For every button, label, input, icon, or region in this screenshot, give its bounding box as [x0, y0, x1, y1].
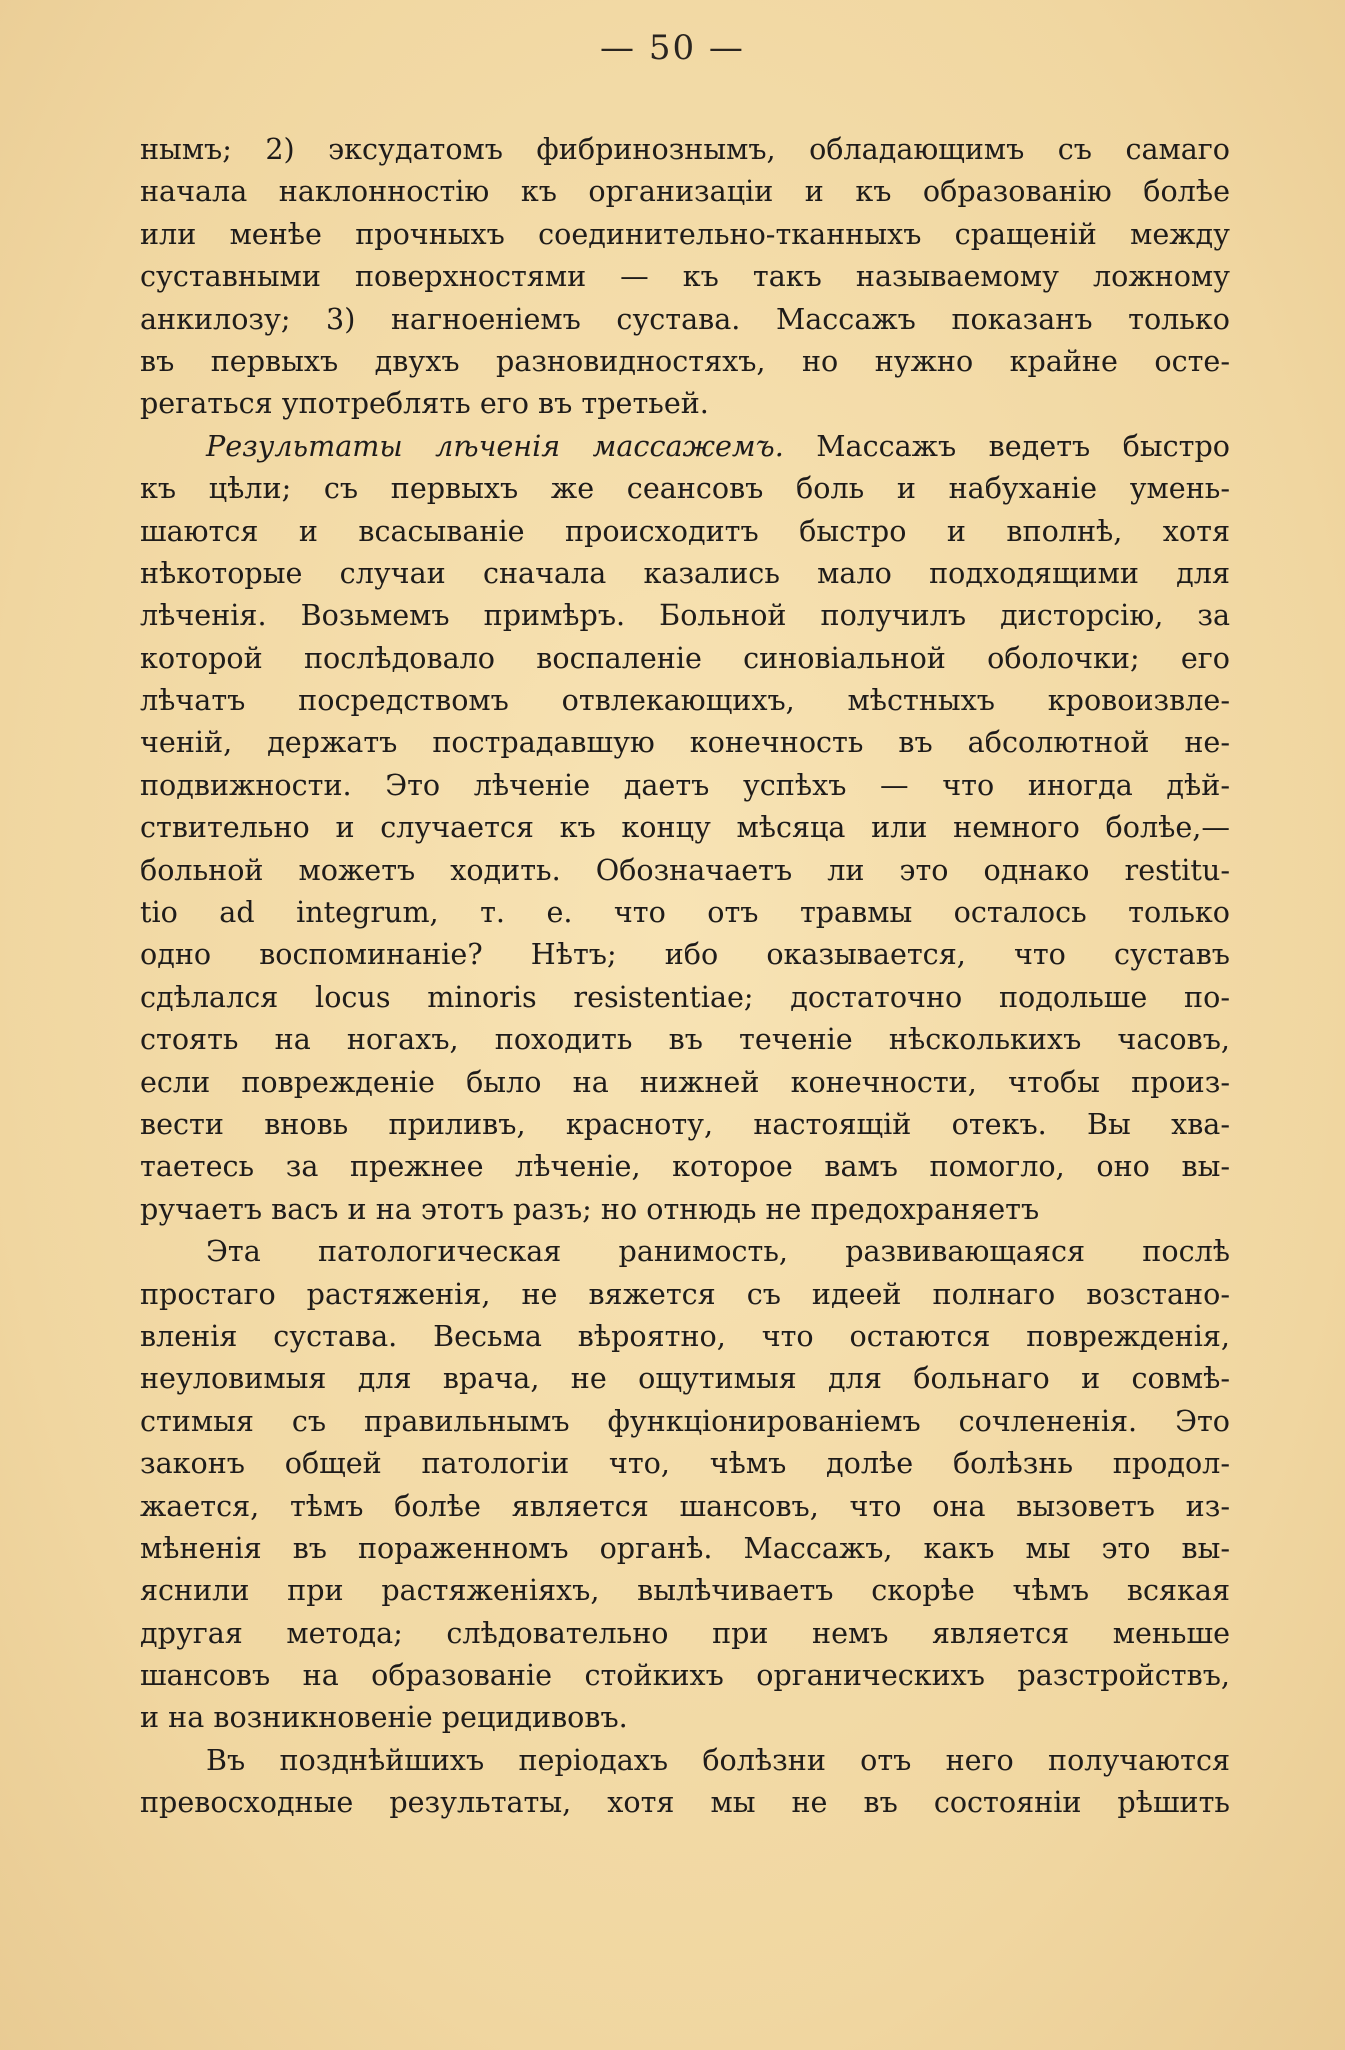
- text-line: яснили при растяженіяхъ, вылѣчиваетъ скорѣе чѣмъ всякая: [140, 1573, 1230, 1608]
- text-line: подвижности. Это лѣченіе даетъ успѣхъ — что иногда дѣй-: [140, 767, 1230, 802]
- text-line: больной можетъ ходить. Обозначаетъ ли это однако restitu-: [140, 852, 1230, 887]
- text-line: къ цѣли; съ первыхъ же сеансовъ боль и набуханіе умень-: [140, 471, 1230, 506]
- text-line: въ первыхъ двухъ разновидностяхъ, но нужно крайне осте-: [140, 343, 1230, 378]
- text-line: анкилозу; 3) нагноеніемъ сустава. Массажъ показанъ только: [140, 301, 1230, 336]
- text-line: мѣненія въ пораженномъ органѣ. Массажъ, какъ мы это вы-: [140, 1530, 1230, 1565]
- text-line: другая метода; слѣдовательно при немъ является меньше: [140, 1615, 1230, 1650]
- paragraph: [140, 425, 1230, 1230]
- text-line: одно воспоминаніе? Нѣтъ; ибо оказывается, что суставъ: [140, 937, 1230, 972]
- text-line: лѣчатъ посредствомъ отвлекающихъ, мѣстныхъ кровоизвле-: [140, 683, 1230, 718]
- text-line: или менѣе прочныхъ соединительно-тканныхъ сращеній между: [140, 216, 1230, 251]
- paragraph: [140, 128, 1230, 425]
- text-line: [140, 425, 1230, 467]
- text-line: сдѣлался locus minoris resistentiae; достаточно подольше по-: [140, 979, 1230, 1014]
- text-line: Въ позднѣйшихъ періодахъ болѣзни отъ него получаются: [206, 1742, 1230, 1777]
- text-line: регаться употреблять его въ третьей.: [140, 386, 709, 421]
- text-line: вести вновь приливъ, красноту, настоящій отекъ. Вы хва-: [140, 1106, 1230, 1141]
- text-line: ствительно и случается къ концу мѣсяца или немного болѣе,—: [140, 810, 1230, 845]
- text-line: лѣченія. Возьмемъ примѣръ. Больной получилъ дисторсію, за: [140, 598, 1230, 633]
- text-line: которой послѣдовало воспаленіе синовіальной оболочки; его: [140, 640, 1230, 675]
- text-line: Эта патологическая ранимость, развивающаяся послѣ: [206, 1234, 1230, 1269]
- text-line: ручаетъ васъ и на этотъ разъ; но отнюдь не предохраняетъ: [140, 1191, 1040, 1226]
- text-line: нымъ; 2) эксудатомъ фибринознымъ, обладающимъ съ самаго: [140, 132, 1230, 166]
- text-line: если поврежденіе было на нижней конечности, чтобы произ-: [140, 1064, 1230, 1099]
- text-line: и на возникновеніе рецидивовъ.: [140, 1700, 628, 1735]
- text-line: шансовъ на образованіе стойкихъ органическихъ разстройствъ,: [140, 1658, 1230, 1693]
- text-line: ченій, держатъ пострадавшую конечность въ абсолютной не-: [140, 725, 1230, 760]
- text-line: простаго растяженія, не вяжется съ идеей полнаго возстано-: [140, 1276, 1230, 1311]
- body-text: [140, 128, 1230, 1824]
- text-line: шаются и всасываніе происходитъ быстро и вполнѣ, хотя: [140, 513, 1230, 548]
- text-line: жается, тѣмъ болѣе является шансовъ, что она вызоветъ из-: [140, 1488, 1230, 1523]
- text-line: tio ad integrum, т. е. что отъ травмы осталось только: [140, 895, 1230, 930]
- text-line: законъ общей патологіи что, чѣмъ долѣе болѣзнь продол-: [140, 1446, 1230, 1481]
- section-heading: Результаты лѣченія массажемъ.: [206, 428, 784, 463]
- text-line: суставными поверхностями — къ такъ называемому ложному: [140, 259, 1230, 294]
- text-line: начала наклонностію къ организаціи и къ образованію болѣе: [140, 174, 1230, 209]
- page-number: — 50 —: [600, 28, 745, 68]
- text-line: таетесь за прежнее лѣченіе, которое вамъ помогло, оно вы-: [140, 1149, 1230, 1184]
- paragraph: [140, 1739, 1230, 1824]
- text-line: нѣкоторые случаи сначала казались мало подходящими для: [140, 555, 1230, 590]
- paragraph: [140, 1230, 1230, 1739]
- text-line: стимыя съ правильнымъ функціонированіемъ сочлененія. Это: [140, 1403, 1230, 1438]
- text-line: стоять на ногахъ, походить въ теченіе нѣсколькихъ часовъ,: [140, 1022, 1230, 1057]
- text-line: неуловимыя для врача, не ощутимыя для больнаго и совмѣ-: [140, 1361, 1230, 1396]
- text-fragment: Массажъ ведетъ быстро: [816, 428, 1231, 463]
- text-line: вленія сустава. Весьма вѣроятно, что остаются поврежденія,: [140, 1318, 1230, 1353]
- text-line: превосходные результаты, хотя мы не въ состояніи рѣшить: [140, 1785, 1230, 1820]
